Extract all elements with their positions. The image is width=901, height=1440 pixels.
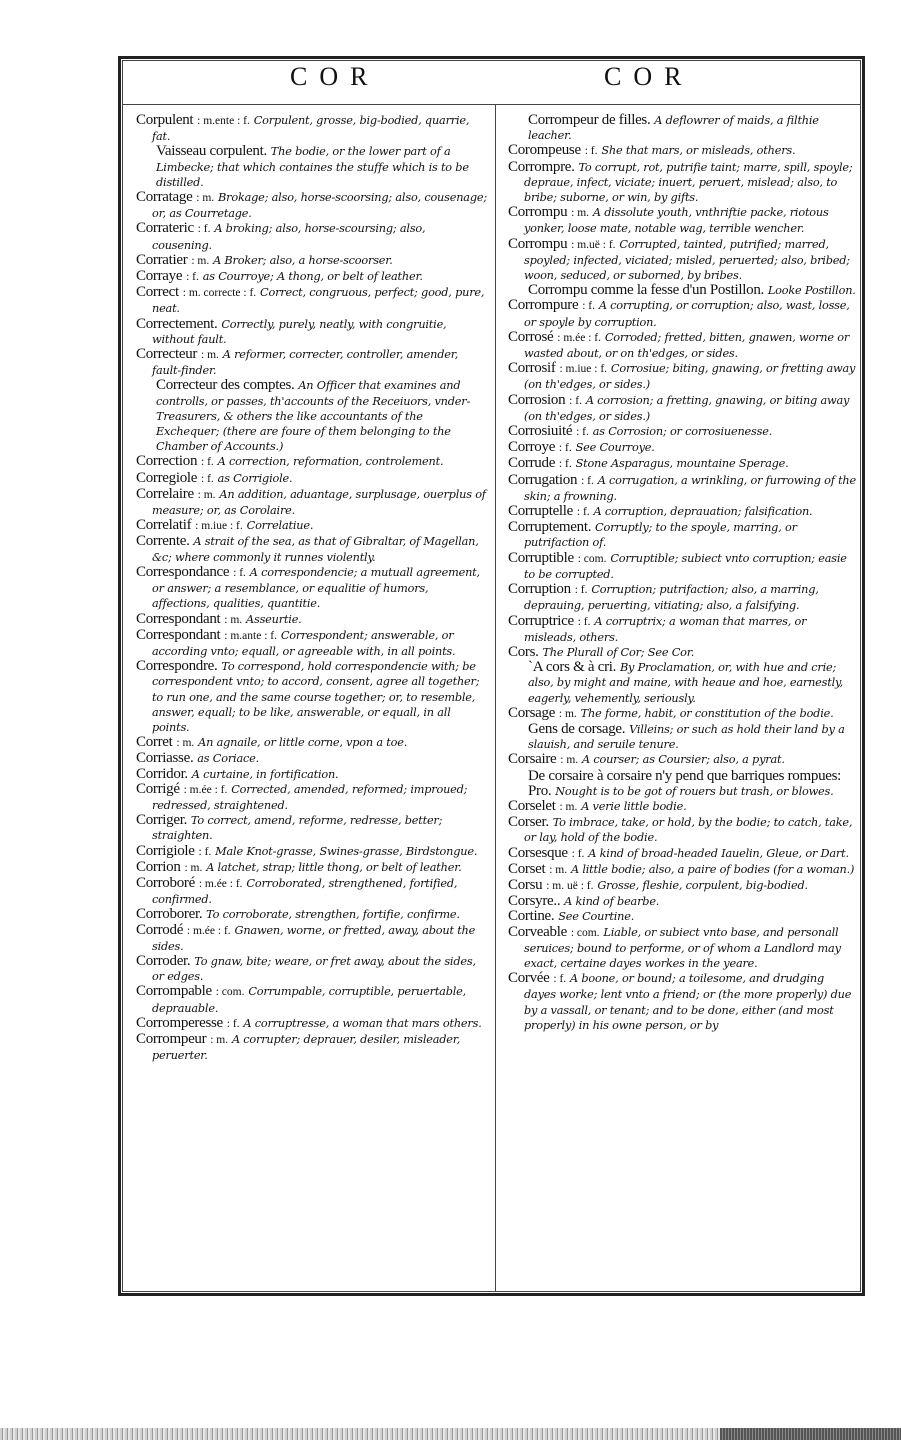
dictionary-entry — [136, 221, 488, 252]
grammar-note: : m. — [191, 254, 210, 267]
headword: `A cors & à cri. — [528, 659, 617, 676]
grammar-note: : m. — [558, 707, 577, 720]
headword: Corselet — [508, 797, 556, 814]
dictionary-entry — [136, 347, 488, 378]
dictionary-entry — [136, 860, 488, 876]
definition: Stone Asparagus, mountaine Sperage. — [575, 457, 789, 471]
headword: Corrompre. — [508, 158, 575, 175]
headword: Correlaire — [136, 485, 194, 502]
grammar-note: : m. — [549, 863, 568, 876]
definition: as Coriace. — [197, 752, 259, 766]
definition: To imbrace, take, or hold, by the bodie; to catch, take, or lay, hold of the bodie. — [524, 816, 853, 845]
headword: Corveable — [508, 923, 567, 940]
right-column — [508, 113, 858, 1033]
headword: Corroboré — [136, 874, 195, 891]
dictionary-entry — [136, 612, 488, 628]
scan-edge-dark — [720, 1428, 901, 1440]
definition: A courser; as Coursier; also, a pyrat. — [582, 753, 785, 767]
dictionary-entry — [508, 160, 858, 206]
grammar-note: : f. — [576, 426, 589, 439]
grammar-note: : f. — [577, 615, 591, 628]
definition: A broking; also, horse-scoursing; also, cousening. — [152, 222, 426, 252]
definition: Correctly, purely, neatly, with congruitie, without fault. — [152, 317, 447, 346]
grammar-note: : f. — [582, 300, 595, 313]
dictionary-entry — [136, 285, 488, 316]
grammar-note: : m. — [224, 613, 243, 626]
dictionary-entry — [508, 424, 858, 440]
headword: Corroder. — [136, 952, 191, 969]
definition: An addition, aduantage, surplusage, ouerplus of measure; or, as Corolaire. — [152, 487, 486, 518]
dictionary-entry — [528, 660, 858, 706]
definition: Grosse, fleshie, corpulent, big-bodied. — [597, 878, 808, 892]
headword: Corrompu comme la fesse d'un Postillon. — [528, 282, 764, 299]
dictionary-entry — [508, 440, 858, 456]
grammar-note: : m. — [559, 800, 578, 813]
headword: Correct — [136, 284, 179, 301]
headword: Gens de corsage. — [528, 720, 626, 737]
grammar-note: : f. — [581, 474, 594, 487]
headword: Correction — [136, 453, 198, 470]
grammar-note: : m.ée : f. — [183, 783, 228, 796]
headword: Corrosif — [508, 360, 556, 377]
dictionary-entry — [156, 144, 488, 190]
headword: Corset — [508, 860, 546, 877]
headword: Corrompu — [508, 204, 568, 221]
grammar-note: : m. uë : f. — [546, 879, 594, 892]
dictionary-entry — [528, 113, 858, 143]
definition: Liable, or subiect vnto base, and personall seruices; bound to performe, or of whom a Landlord may exact, certaine dayes workes in the yeare. — [524, 925, 841, 970]
dictionary-entry — [508, 862, 858, 878]
dictionary-entry — [508, 143, 858, 159]
dictionary-entry — [136, 876, 488, 907]
dictionary-entry — [136, 735, 488, 751]
header-rule — [122, 104, 861, 105]
dictionary-entry — [508, 799, 858, 815]
headword: Corpulent — [136, 112, 194, 128]
definition: To gnaw, bite; weare, or fret away, about the sides, or edges. — [152, 954, 476, 984]
headword: Corsaire — [508, 751, 557, 768]
dictionary-entry — [528, 769, 858, 799]
definition: Gnawen, worne, or fretted, away, about the sides. — [152, 923, 476, 953]
grammar-note: : m.ée : f. — [186, 924, 231, 937]
headword: Corsage — [508, 704, 556, 721]
definition: The bodie, or the lower part of a Limbecke; that which containes the stuffe which is to be distilled. — [156, 145, 469, 189]
dictionary-entry — [136, 190, 488, 221]
definition: as Courroye; A thong, or belt of leather. — [202, 270, 423, 284]
left-column — [136, 113, 488, 1063]
grammar-note: : f. — [198, 845, 212, 858]
dictionary-entry — [136, 628, 488, 659]
dictionary-entry — [136, 487, 488, 518]
definition: Asseurtie. — [246, 612, 302, 626]
dictionary-entry — [136, 317, 488, 347]
grammar-note: : f. — [576, 506, 590, 519]
headword: Corroye — [508, 439, 556, 456]
headword: Corrompure — [508, 297, 579, 314]
grammar-note: : m. correcte : f. — [182, 287, 257, 300]
headword: Corraye — [136, 268, 183, 285]
definition: Corruptible; subiect vnto corruption; easie to be corrupted. — [524, 551, 847, 581]
dictionary-entry — [136, 782, 488, 813]
definition: A correction, reformation, controlement. — [217, 455, 444, 469]
definition: A corrupting, or corruption; also, wast, losse, or spoyle by corruption. — [524, 299, 850, 329]
grammar-note: : m. — [571, 207, 590, 220]
grammar-note: : m. — [210, 1033, 229, 1046]
dictionary-entry — [136, 1016, 488, 1032]
dictionary-entry — [136, 454, 488, 470]
definition: Corpulent, grosse, big-bodied, quarrie, fat. — [152, 114, 470, 144]
dictionary-entry — [156, 378, 488, 454]
dictionary-entry — [136, 565, 488, 612]
dictionary-entry — [508, 330, 858, 361]
definition: By Proclamation, or, with hue and crie; also, by might and maine, with heaue and hoe, earnestly, eagerly, vehemently, seriously. — [528, 661, 844, 705]
headword: Corrateric — [136, 220, 194, 237]
headword: Corrigé — [136, 780, 180, 797]
headword: Corriasse. — [136, 750, 194, 767]
definition: To correct, amend, reforme, redresse, better; straighten. — [152, 814, 443, 843]
dictionary-entry — [136, 813, 488, 843]
definition: Corruptly; to the spoyle, marring, or putrifaction of. — [524, 521, 797, 550]
dictionary-entry — [508, 706, 858, 722]
dictionary-entry — [508, 614, 858, 645]
grammar-note: : f. — [553, 973, 567, 986]
headword: Corridor. — [136, 765, 188, 782]
headword: Corruptrice — [508, 612, 574, 629]
grammar-note: : m.ente : f. — [197, 115, 250, 127]
dictionary-entry — [136, 269, 488, 285]
definition: Corruption; putrifaction; also, a marring, deprauing, peruerting, vitiating; also, a falsifying. — [524, 583, 819, 613]
definition: A corrosion; a fretting, gnawing, or biting away (on th'edges, or sides.) — [524, 393, 850, 423]
headword: Corrosion — [508, 391, 566, 408]
definition: Villeins; or such as hold their land by a slauish, and seruile tenure. — [528, 722, 845, 752]
dictionary-entry — [508, 473, 858, 504]
headword: Corrion — [136, 858, 181, 875]
headword: Correspondre. — [136, 658, 218, 675]
headword: Cors. — [508, 643, 539, 660]
grammar-note: : f. — [571, 847, 585, 860]
grammar-note: : f. — [186, 271, 199, 284]
headword: Corret — [136, 734, 173, 751]
definition: A boone, or bound; a toilesome, and drudging dayes worke; lent vnto a friend; or (the more properly) due by a vassall, or tenant; and to be done, either (and most properly) in his owne person, or by — [524, 972, 852, 1032]
headword: Correspondant — [136, 610, 221, 627]
definition: Corroded; fretted, bitten, gnawen, worne or wasted about, or on th'edges, or sides. — [524, 330, 850, 361]
definition: Corroborated, strengthened, fortified, confirmed. — [152, 876, 458, 907]
headword: Vaisseau corpulent. — [156, 143, 267, 160]
headword: De corsaire à corsaire n'y pend que barriques rompues: Pro. — [528, 767, 842, 799]
dictionary-entry — [136, 253, 488, 269]
definition: A corruptresse, a woman that mars others. — [243, 1016, 482, 1030]
definition: Correspondent; answerable, or according vnto; equall, or agreeable with, in all points. — [152, 628, 456, 658]
headword: Corruptement. — [508, 519, 592, 536]
headword: Corsyre.. — [508, 893, 561, 910]
definition: Male Knot-grasse, Swines-grasse, Birdstongue. — [215, 844, 478, 858]
grammar-note: : m.iue : f. — [195, 520, 243, 533]
definition: Correlatiue. — [246, 519, 314, 533]
dictionary-entry — [508, 909, 858, 924]
definition: A strait of the sea, as that of Gibraltar, of Magellan, &c; where commonly it runnes violently. — [152, 535, 479, 564]
definition: An Officer that examines and controlls, or passes, th'accounts of the Receiuors, vnder-Treasurers, & others the like accountants of the Exchequer; (there are foure of them belonging to the Chamber of Accounts.) — [156, 379, 471, 454]
definition: The forme, habit, or constitution of the bodie. — [580, 706, 834, 720]
headword: Corsesque — [508, 844, 568, 861]
headword: Corruptible — [508, 549, 574, 566]
definition: as Corrosion; or corrosiuenesse. — [592, 425, 773, 439]
grammar-note: : f. — [197, 223, 211, 236]
headword: Corratage — [136, 189, 193, 206]
dictionary-entry — [136, 907, 488, 922]
definition: A corrupter; deprauer, desiler, misleader, peruerter. — [152, 1032, 461, 1063]
headword: Corsu — [508, 876, 543, 893]
headword: Cortine. — [508, 908, 555, 925]
dictionary-entry — [136, 844, 488, 860]
definition: See Courtine. — [558, 910, 635, 924]
definition: A verie little bodie. — [581, 799, 687, 813]
definition: A kind of broad-headed Iauelin, Gleue, or Dart. — [588, 846, 849, 860]
definition: Corrected, amended, reformed; improued; redressed, straightened. — [152, 782, 468, 812]
dictionary-entry — [508, 205, 858, 236]
grammar-note: : f. — [233, 566, 246, 579]
definition: A little bodie; also, a paire of bodies (for a woman.) — [570, 862, 855, 876]
headword: Corvée — [508, 970, 550, 987]
definition: An agnaile, or little corne, vpon a toe. — [198, 736, 408, 750]
grammar-note: : m. — [196, 192, 215, 205]
dictionary-entry — [136, 471, 488, 487]
dictionary-entry — [136, 954, 488, 984]
dictionary-entry — [508, 582, 858, 613]
headword: Correlatif — [136, 517, 192, 534]
dictionary-entry — [136, 984, 488, 1015]
grammar-note: : m. — [176, 737, 195, 750]
dictionary-entry — [508, 645, 858, 660]
headword: Corroborer. — [136, 906, 203, 923]
dictionary-entry — [508, 456, 858, 472]
dictionary-entry — [508, 846, 858, 862]
definition: See Courroye. — [575, 441, 655, 455]
grammar-note: : m.ante : f. — [224, 629, 277, 642]
headword: Corrude — [508, 455, 556, 472]
dictionary-entry — [136, 767, 488, 782]
headword: Corrugation — [508, 471, 578, 488]
headword: Corruptelle — [508, 503, 574, 520]
grammar-note: : f. — [574, 584, 588, 597]
dictionary-entry — [136, 751, 488, 766]
grammar-note: : com. — [215, 986, 245, 999]
headword: Corrosiuité — [508, 423, 573, 440]
definition: Brokage; also, horse-scoorsing; also, cousenage; or, as Courretage. — [152, 191, 487, 221]
definition: A corruption, deprauation; falsification. — [593, 505, 813, 519]
grammar-note: : f. — [584, 145, 598, 158]
definition: To corroborate, strengthen, fortifie, confirme. — [206, 908, 460, 922]
definition: Looke Postillon. — [767, 284, 856, 298]
dictionary-entry — [508, 237, 858, 284]
dictionary-entry — [508, 925, 858, 972]
grammar-note: : f. — [569, 394, 582, 407]
dictionary-entry — [528, 722, 858, 752]
dictionary-entry — [508, 298, 858, 329]
grammar-note: : m.iue : f. — [559, 363, 608, 376]
headword: Corser. — [508, 814, 549, 831]
dictionary-entry — [136, 534, 488, 564]
definition: A dissolute youth, vnthriftie packe, riotous yonker, loose mate, notable wag, terrible wencher. — [524, 206, 829, 236]
grammar-note: : f. — [226, 1017, 240, 1030]
grammar-note: : m. — [201, 349, 219, 362]
grammar-note: : f. — [201, 472, 214, 485]
dictionary-entry — [508, 815, 858, 845]
headword: Corrigiole — [136, 842, 195, 859]
definition: To corrupt, rot, putrifie taint; marre, spill, spoyle; depraue, infect, viciate; inuert, peruert, mislead; also, to bribe; suborne, or win, by gifts. — [524, 160, 853, 205]
dictionary-entry — [508, 971, 858, 1033]
grammar-note: : f. — [558, 458, 572, 471]
headword: Corompeuse — [508, 142, 581, 159]
grammar-note: : f. — [201, 456, 214, 469]
dictionary-entry — [136, 113, 488, 144]
dictionary-entry — [508, 878, 858, 894]
dictionary-entry — [508, 551, 858, 582]
definition: Corrumpable, corruptible, peruertable, deprauable. — [152, 985, 467, 1015]
running-head-left: COR — [290, 62, 380, 91]
definition: She that mars, or misleads, others. — [601, 144, 796, 158]
definition: A corruptrix; a woman that marres, or misleads, others. — [524, 614, 807, 644]
definition: To correspond, hold correspondencie with; be correspondent vnto; to accord, consent, agree all together; to run one, and the same course together; or, to resemble, answer, equall; to be like, answerable, or equall, in all points. — [152, 660, 480, 734]
grammar-note: : m. — [560, 754, 579, 767]
headword: Corratier — [136, 251, 188, 268]
headword: Corrompu — [508, 235, 568, 252]
dictionary-entry — [136, 1032, 488, 1063]
definition: Corrupted, tainted, putrified; marred, spoyled; infected, viciated; misled, peruerted; also, bribed; woon, seduced, or suborned, by bribes. — [524, 237, 850, 283]
dictionary-entry — [528, 283, 858, 298]
grammar-note: : f. — [558, 442, 572, 455]
definition: The Plurall of Cor; See Cor. — [542, 645, 695, 659]
definition: A Broker; also, a horse-scoorser. — [213, 253, 393, 267]
headword: Corregiole — [136, 469, 198, 486]
dictionary-entry — [136, 659, 488, 735]
headword: Correspondance — [136, 563, 230, 580]
definition: Correct, congruous, perfect; good, pure, neat. — [152, 286, 485, 316]
dictionary-entry — [508, 752, 858, 768]
headword: Correcteur des comptes. — [156, 377, 295, 394]
definition: as Corrigiole. — [217, 471, 293, 485]
definition: A deflowrer of maids, a filthie leacher. — [528, 114, 819, 143]
dictionary-entry — [508, 520, 858, 550]
grammar-note: : m. — [197, 488, 216, 501]
dictionary-entry — [508, 894, 858, 909]
grammar-note: : m.ée : f. — [557, 331, 601, 344]
grammar-note: : com. — [577, 552, 607, 565]
headword: Correctement. — [136, 315, 218, 332]
grammar-note: : m.uë : f. — [571, 238, 616, 251]
grammar-note: : m. — [184, 861, 203, 874]
headword: Corrosé — [508, 328, 554, 345]
headword: Corruption — [508, 581, 571, 598]
running-head-right: COR — [604, 62, 694, 91]
headword: Corrompeur — [136, 1030, 207, 1047]
definition: A latchet, strap; little thong, or belt of leather. — [206, 860, 462, 874]
grammar-note: : com. — [570, 926, 600, 939]
headword: Corrodé — [136, 921, 184, 938]
definition: A correspondencie; a mutuall agreement, or answer; a resemblance, or equalitie of humors, affections, qualities, quantitie. — [152, 565, 480, 611]
dictionary-entry — [508, 504, 858, 520]
headword: Corrompable — [136, 983, 212, 1000]
column-divider — [495, 104, 496, 1292]
dictionary-entry — [508, 361, 858, 392]
grammar-note: : m.ée : f. — [198, 877, 243, 890]
definition: A kind of bearbe. — [564, 895, 660, 909]
headword: Corriger. — [136, 812, 188, 829]
dictionary-entry — [136, 923, 488, 954]
dictionary-entry — [136, 518, 488, 534]
definition: Corrosiue; biting, gnawing, or fretting away (on th'edges, or sides.) — [524, 362, 856, 392]
headword: Corrompeur de filles. — [528, 112, 651, 128]
headword: Corrente. — [136, 533, 190, 550]
definition: A reformer, correcter, controller, amender, fault-finder. — [152, 348, 459, 378]
definition: A curtaine, in fortification. — [191, 767, 339, 781]
definition: A corrugation, a wrinkling, or furrowing of the skin; a frowning. — [524, 473, 856, 503]
dictionary-entry — [508, 393, 858, 424]
headword: Correcteur — [136, 346, 198, 363]
headword: Correspondant — [136, 626, 221, 643]
definition: Nought is to be got of rouers but trash, or blowes. — [555, 784, 834, 798]
headword: Corromperesse — [136, 1014, 223, 1031]
